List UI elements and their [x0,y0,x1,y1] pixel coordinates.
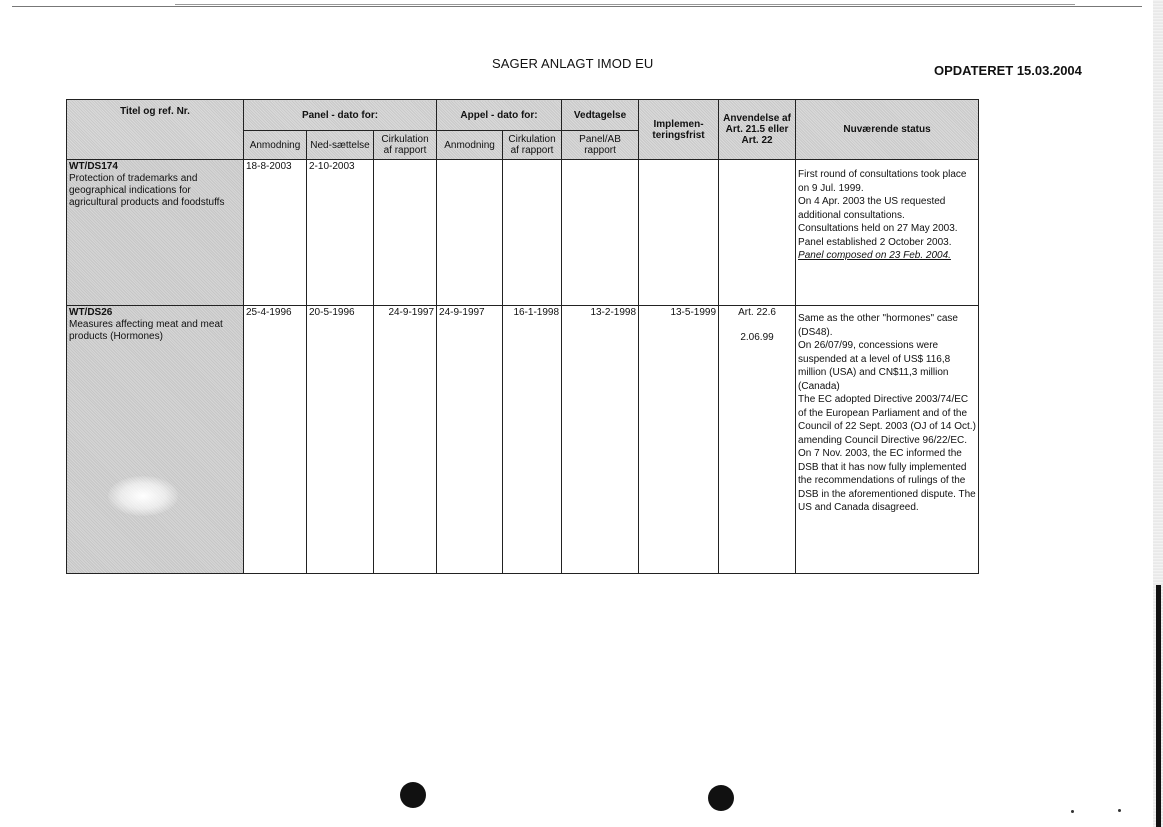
header-application: Anvendelse af Art. 21.5 eller Art. 22 [719,100,796,160]
application-cell [719,160,796,306]
panel-setup-date: 20-5-1996 [307,306,374,574]
scan-page-edge-shadow [1156,585,1161,827]
case-ref: WT/DS174 [69,161,118,172]
page-updated-date: OPDATERET 15.03.2004 [934,63,1082,78]
page-title: SAGER ANLAGT IMOD EU [492,56,654,71]
status-line: Same as the other "hormones" case (DS48). [798,313,958,338]
status-line: Consultations held on 27 May 2003. [798,223,958,234]
status-line: First round of consultations took place on 9 Jul. 1999. [798,169,967,194]
application-cell [719,306,796,574]
implementation-deadline: 13-5-1999 [639,306,719,574]
status-cell [796,160,979,306]
status-line: On 26/07/99, concessions were suspended at a level of US$ 116,8 million (USA) and CN$11,3 million (Canada) [798,340,951,392]
header-implementation: Implemen-teringsfrist [639,100,719,160]
panel-report-date: 24-9-1997 [374,306,437,574]
panel-report-date [374,160,437,306]
cases-table-container [66,99,978,575]
subheader-appeal-request: Anmodning [437,131,503,160]
application-article: Art. 22.6 [738,307,776,318]
scan-edge-line [12,6,1142,7]
appeal-report-date [503,160,562,306]
subheader-panel-setup: Ned-sættelse [307,131,374,160]
subheader-adoption-report: Panel/AB rapport [562,131,639,160]
implementation-deadline [639,160,719,306]
scan-edge-line [175,4,1075,5]
table-row [67,160,979,306]
scan-smudge [108,476,178,516]
application-date: 2.06.99 [740,332,774,343]
header-panel: Panel - dato for: [244,100,437,131]
case-title-cell [67,306,244,574]
scan-speck [1071,810,1074,813]
header-title: Titel og ref. Nr. [67,100,244,160]
status-line: On 4 Apr. 2003 the US requested additional consultations. [798,196,946,221]
status-line-underlined: Panel composed on 23 Feb. 2004. [798,250,951,261]
punch-hole-right [708,785,734,811]
header-adoption: Vedtagelse [562,100,639,131]
subheader-appeal-report: Cirkulation af rapport [503,131,562,160]
status-cell [796,306,979,574]
header-appeal: Appel - dato for: [437,100,562,131]
panel-request-date: 18-8-2003 [244,160,307,306]
panel-request-date: 25-4-1996 [244,306,307,574]
case-description: Protection of trademarks and geographical indications for agricultural products and foodstuffs [69,173,225,208]
adoption-date: 13-2-1998 [562,306,639,574]
subheader-panel-request: Anmodning [244,131,307,160]
subheader-panel-report: Cirkulation af rapport [374,131,437,160]
case-description: Measures affecting meat and meat products (Hormones) [69,319,223,342]
scan-speck [1118,809,1121,812]
table-header-row [67,100,979,131]
appeal-request-date: 24-9-1997 [437,306,503,574]
status-line: Panel established 2 October 2003. [798,236,952,248]
status-line: The EC adopted Directive 2003/74/EC of the European Parliament and of the Council of 22 Sept. 2003 (OJ of 14 Oct.) amending Council Directive 96/22/EC. On 7 Nov. 2003, the EC informed the DSB that it has now fully implemented the recommendations of rulings of the DSB in the aforementioned dispute. The US and Canada disagreed. [798,394,976,513]
punch-hole-left [400,782,426,808]
case-ref: WT/DS26 [69,307,113,318]
header-status: Nuværende status [796,100,979,160]
table-row [67,306,979,574]
panel-setup-date: 2-10-2003 [307,160,374,306]
appeal-request-date [437,160,503,306]
appeal-report-date: 16-1-1998 [503,306,562,574]
cases-table [66,99,979,574]
adoption-date [562,160,639,306]
case-title-cell [67,160,244,306]
